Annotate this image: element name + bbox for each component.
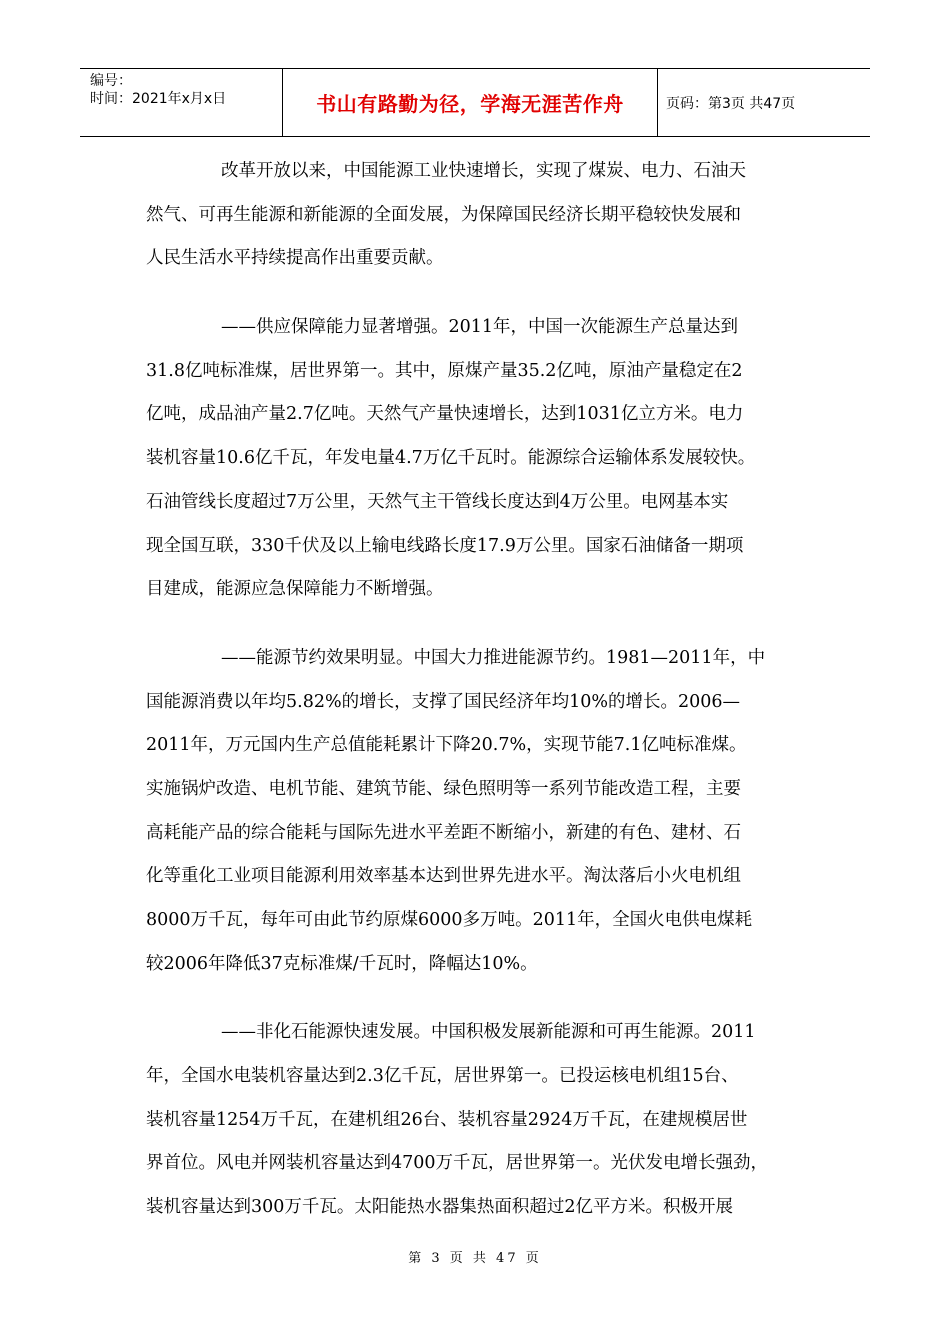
document-time-label: 时间：2021年x月x日 [90, 91, 227, 107]
text-line: 人民生活水平持续提高作出重要贡献。 [146, 248, 444, 269]
body-paragraph [146, 306, 806, 612]
paragraph-gap [146, 281, 806, 306]
text-line: 然气、可再生能源和新能源的全面发展，为保障国民经济长期平稳较快发展和 [146, 204, 741, 225]
text-line: 现全国互联，330千伏及以上输电线路长度17.9万公里。国家石油储备一期项 [146, 535, 744, 556]
text-line: 目建成，能源应急保障能力不断增强。 [146, 579, 444, 600]
document-number-label: 编号： [90, 73, 132, 89]
header-motto: 书山有路勤为径，学海无涯苦作舟 [283, 69, 658, 136]
text-line: 装机容量10.6亿千瓦，年发电量4.7万亿千瓦时。能源综合运输体系发展较快。 [146, 448, 756, 469]
paragraph-gap [146, 612, 806, 637]
text-line: 界首位。风电并网装机容量达到4700万千瓦，居世界第一。光伏发电增长强劲， [146, 1153, 769, 1174]
text-line: ——非化石能源快速发展。中国积极发展新能源和可再生能源。2011 [221, 1022, 756, 1043]
text-line: 31.8亿吨标准煤，居世界第一。其中，原煤产量35.2亿吨，原油产量稳定在2 [146, 360, 743, 381]
text-line: 装机容量1254万千瓦，在建机组26台、装机容量2924万千瓦，在建规模居世 [146, 1109, 748, 1130]
text-line: 国能源消费以年均5.82%的增长，支撑了国民经济年均10%的增长。2006— [146, 691, 741, 712]
document-body [146, 150, 806, 1230]
text-line: ——供应保障能力显著增强。2011年，中国一次能源生产总量达到 [221, 317, 739, 338]
page-header [80, 68, 870, 137]
text-line: 石油管线长度超过7万公里，天然气主干管线长度达到4万公里。电网基本实 [146, 491, 729, 512]
header-page-info: 页码：第3页 共47页 [666, 95, 796, 112]
text-line: 实施锅炉改造、电机节能、建筑节能、绿色照明等一系列节能改造工程，主要 [146, 778, 741, 799]
text-line: 高耗能产品的综合能耗与国际先进水平差距不断缩小，新建的有色、建材、石 [146, 822, 741, 843]
page-footer: 第 3 页 共 47 页 [408, 1251, 542, 1266]
text-line: 装机容量达到300万千瓦。太阳能热水器集热面积超过2亿平方米。积极开展 [146, 1197, 734, 1218]
text-line: ——能源节约效果明显。中国大力推进能源节约。1981—2011年，中 [221, 647, 766, 668]
paragraph-gap [146, 986, 806, 1011]
text-line: 年，全国水电装机容量达到2.3亿千瓦，居世界第一。已投运核电机组15台、 [146, 1066, 739, 1087]
text-line: 化等重化工业项目能源利用效率基本达到世界先进水平。淘汰落后小火电机组 [146, 866, 741, 887]
body-paragraph [146, 637, 806, 987]
text-line: 改革开放以来，中国能源工业快速增长，实现了煤炭、电力、石油天 [221, 161, 746, 181]
text-line: 8000万千瓦，每年可由此节约原煤6000多万吨。2011年，全国火电供电煤耗 [146, 910, 753, 930]
body-paragraph [146, 1011, 806, 1229]
text-line: 亿吨，成品油产量2.7亿吨。天然气产量快速增长，达到1031亿立方米。电力 [146, 404, 744, 425]
header-meta [80, 69, 283, 136]
text-line: 较2006年降低37克标准煤/千瓦时，降幅达10%。 [146, 953, 538, 974]
body-paragraph [146, 150, 806, 281]
text-line: 2011年，万元国内生产总值能耗累计下降20.7%，实现节能7.1亿吨标准煤。 [146, 735, 747, 756]
